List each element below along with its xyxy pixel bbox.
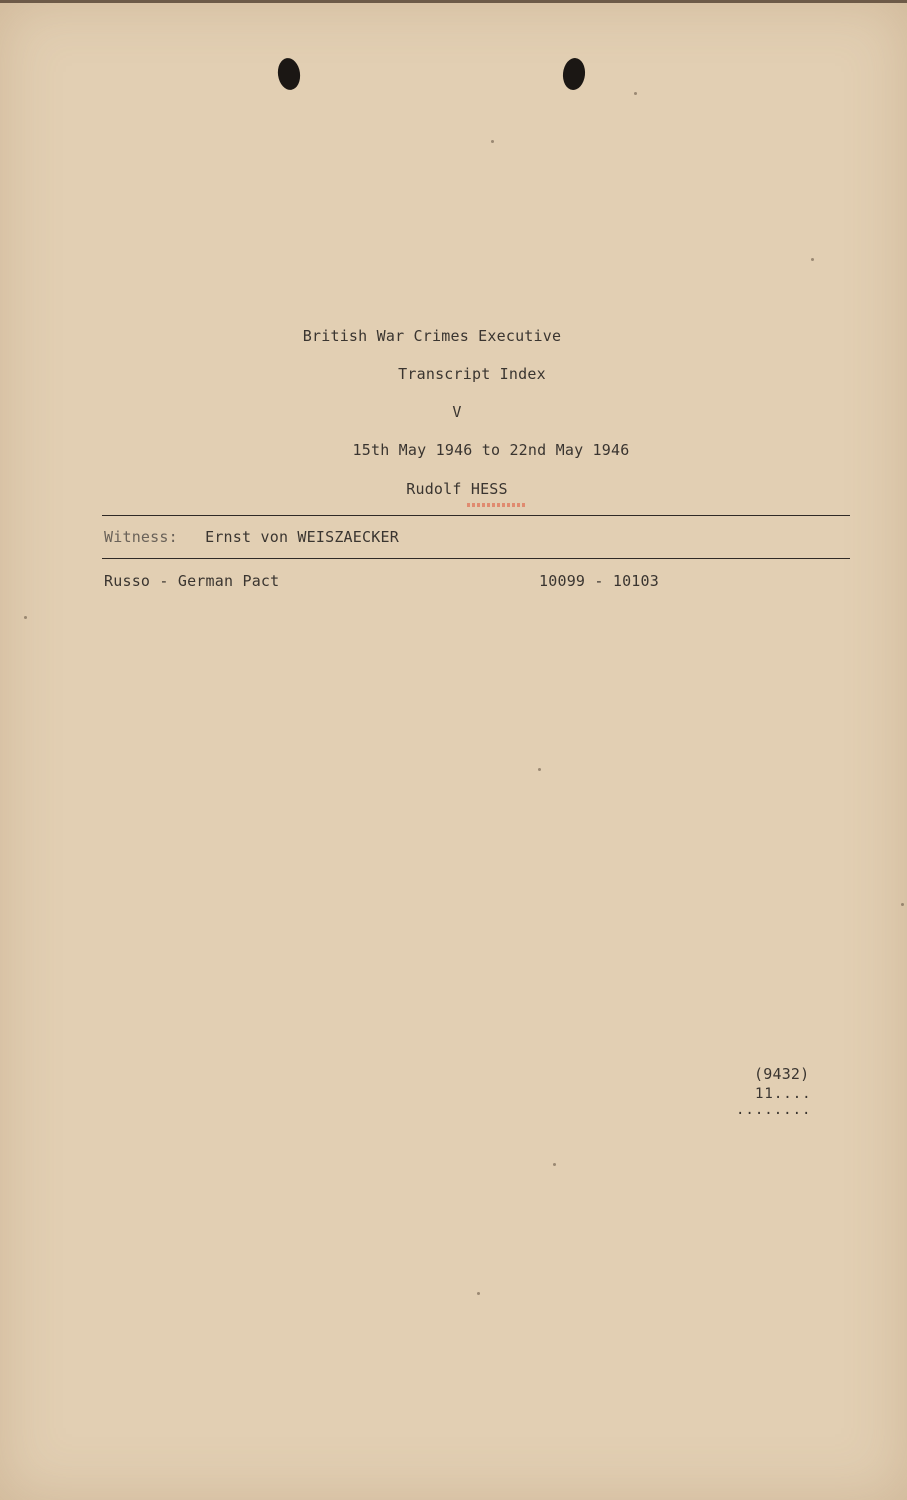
- paper-speck: [477, 1292, 480, 1295]
- paper-speck: [24, 616, 27, 619]
- paper-speck: [901, 903, 904, 906]
- red-underline-mark: [467, 503, 527, 507]
- divider-bottom: [102, 558, 850, 559]
- date-range: 15th May 1946 to 22nd May 1946: [352, 441, 630, 459]
- paper-speck: [553, 1163, 556, 1166]
- witness-label: Witness:: [104, 528, 178, 546]
- index-entry-subject: Russo - German Pact: [104, 572, 280, 590]
- reference-dots: ........: [736, 1102, 812, 1118]
- reference-sub: 11....: [755, 1086, 812, 1102]
- volume-number: V: [452, 403, 462, 421]
- punch-hole-right: [561, 57, 586, 91]
- witness-row: [104, 528, 399, 546]
- paper-speck: [811, 258, 814, 261]
- paper-speck: [538, 768, 541, 771]
- divider-top: [102, 515, 850, 516]
- defendant-name: Rudolf HESS: [406, 480, 508, 498]
- paper-speck: [491, 140, 494, 143]
- paper-speck: [634, 92, 637, 95]
- punch-hole-left: [276, 57, 302, 92]
- paper-top-edge: [0, 0, 907, 3]
- reference-number: (9432): [754, 1065, 810, 1083]
- document-title: British War Crimes Executive: [302, 327, 562, 345]
- witness-name: Ernst von WEISZAECKER: [205, 528, 399, 546]
- index-entry-pages: 10099 - 10103: [539, 572, 659, 590]
- document-subtitle: Transcript Index: [398, 365, 546, 383]
